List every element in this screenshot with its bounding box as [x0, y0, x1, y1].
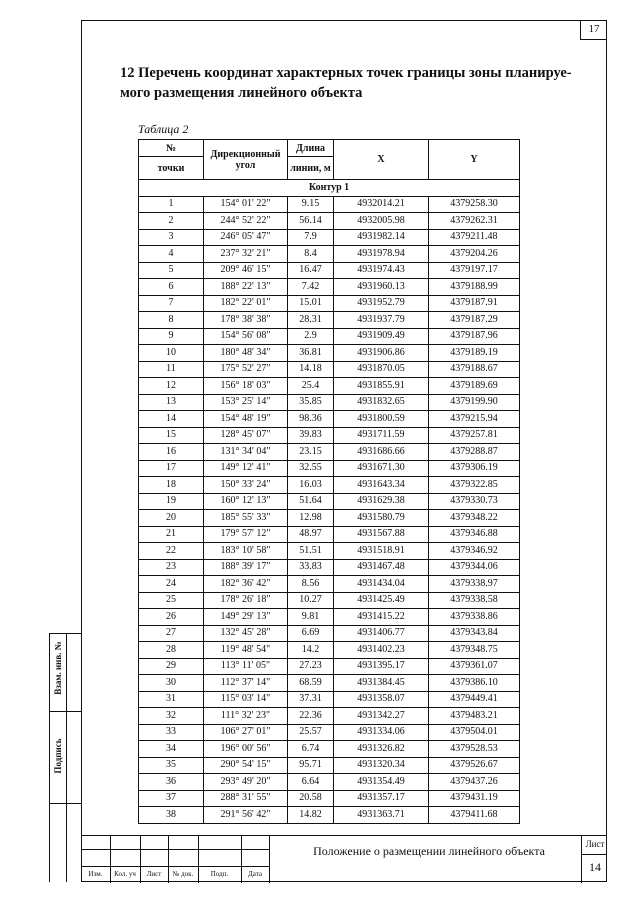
cell-length: 2.9 [288, 328, 334, 345]
cell-angle: 188° 39' 17" [204, 559, 288, 576]
table-row [139, 625, 520, 642]
cell-y: 4379258.30 [429, 196, 520, 213]
cell-point-no: 9 [139, 328, 204, 345]
cell-point-no: 2 [139, 213, 204, 230]
table-row [139, 592, 520, 609]
cell-angle: 154° 56' 08" [204, 328, 288, 345]
cell-angle: 175° 52' 27" [204, 361, 288, 378]
cell-x: 4931358.07 [334, 691, 429, 708]
cell-x: 4931567.88 [334, 526, 429, 543]
cell-length: 98.36 [288, 411, 334, 428]
sheet-label: Лист [585, 839, 605, 849]
table-row [139, 493, 520, 510]
cell-angle: 179° 57' 12" [204, 526, 288, 543]
cell-length: 32.55 [288, 460, 334, 477]
table-row [139, 460, 520, 477]
cell-y: 4379338.97 [429, 576, 520, 593]
tb-label-list: Лист [146, 870, 162, 878]
cell-length: 20.58 [288, 790, 334, 807]
cell-y: 4379306.19 [429, 460, 520, 477]
cell-x: 4931671.30 [334, 460, 429, 477]
cell-length: 27.23 [288, 658, 334, 675]
cell-x: 4931629.38 [334, 493, 429, 510]
tb-label-podp: Подп. [210, 870, 229, 878]
cell-x: 4931384.45 [334, 675, 429, 692]
cell-angle: 188° 22' 13" [204, 279, 288, 296]
cell-x: 4931686.66 [334, 444, 429, 461]
cell-length: 9.81 [288, 609, 334, 626]
coordinates-table [138, 139, 520, 824]
table-row [139, 543, 520, 560]
table-row [139, 345, 520, 362]
cell-point-no: 31 [139, 691, 204, 708]
cell-y: 4379361.07 [429, 658, 520, 675]
tb-label-date: Дата [248, 870, 262, 878]
cell-angle: 178° 26' 18" [204, 592, 288, 609]
cell-angle: 112° 37' 14" [204, 675, 288, 692]
cell-x: 4931643.34 [334, 477, 429, 494]
cell-length: 37.31 [288, 691, 334, 708]
cell-point-no: 19 [139, 493, 204, 510]
cell-point-no: 34 [139, 741, 204, 758]
cell-x: 4931800.59 [334, 411, 429, 428]
header-angle: Дирекционный угол [204, 140, 288, 180]
table-row [139, 510, 520, 527]
cell-angle: 153° 25' 14" [204, 394, 288, 411]
cell-length: 48.97 [288, 526, 334, 543]
cell-angle: 182° 22' 01" [204, 295, 288, 312]
cell-length: 12.98 [288, 510, 334, 527]
cell-point-no: 22 [139, 543, 204, 560]
cell-angle: 183° 10' 58" [204, 543, 288, 560]
cell-length: 6.74 [288, 741, 334, 758]
table-row [139, 213, 520, 230]
table-row [139, 807, 520, 824]
strip-line-1 [49, 711, 81, 712]
header-x: X [334, 140, 429, 180]
cell-point-no: 18 [139, 477, 204, 494]
cell-y: 4379187.96 [429, 328, 520, 345]
cell-point-no: 4 [139, 246, 204, 263]
cell-length: 14.82 [288, 807, 334, 824]
sheet-number: 14 [589, 860, 601, 874]
cell-point-no: 5 [139, 262, 204, 279]
cell-point-no: 7 [139, 295, 204, 312]
tb-label-doc: № док. [172, 870, 194, 878]
cell-length: 51.51 [288, 543, 334, 560]
table-caption: Таблица 2 [138, 122, 189, 136]
cell-point-no: 6 [139, 279, 204, 296]
cell-y: 4379188.67 [429, 361, 520, 378]
cell-x: 4931357.17 [334, 790, 429, 807]
cell-y: 4379189.69 [429, 378, 520, 395]
cell-y: 4379211.48 [429, 229, 520, 246]
cell-y: 4379197.17 [429, 262, 520, 279]
table-row [139, 642, 520, 659]
cell-x: 4932005.98 [334, 213, 429, 230]
cell-x: 4931909.49 [334, 328, 429, 345]
cell-y: 4379411.68 [429, 807, 520, 824]
cell-angle: 244° 52' 22" [204, 213, 288, 230]
cell-length: 56.14 [288, 213, 334, 230]
cell-angle: 160° 12' 13" [204, 493, 288, 510]
table-row [139, 279, 520, 296]
cell-x: 4931978.94 [334, 246, 429, 263]
cell-angle: 180° 48' 34" [204, 345, 288, 362]
cell-length: 36.81 [288, 345, 334, 362]
header-y: Y [429, 140, 520, 180]
cell-y: 4379346.92 [429, 543, 520, 560]
strip-line-top [49, 633, 81, 634]
cell-length: 68.59 [288, 675, 334, 692]
table-row [139, 312, 520, 329]
cell-x: 4932014.21 [334, 196, 429, 213]
cell-point-no: 30 [139, 675, 204, 692]
cell-length: 28.31 [288, 312, 334, 329]
cell-y: 4379199.90 [429, 394, 520, 411]
cell-angle: 149° 12' 41" [204, 460, 288, 477]
cell-y: 4379386.10 [429, 675, 520, 692]
cell-angle: 128° 45' 07" [204, 427, 288, 444]
cell-point-no: 12 [139, 378, 204, 395]
header-no: № [139, 140, 204, 157]
cell-x: 4931960.13 [334, 279, 429, 296]
table-row [139, 262, 520, 279]
cell-point-no: 15 [139, 427, 204, 444]
cell-point-no: 38 [139, 807, 204, 824]
table-row [139, 691, 520, 708]
cell-x: 4931334.06 [334, 724, 429, 741]
cell-y: 4379526.67 [429, 757, 520, 774]
table-row [139, 361, 520, 378]
cell-y: 4379348.75 [429, 642, 520, 659]
cell-x: 4931363.71 [334, 807, 429, 824]
cell-y: 4379215.94 [429, 411, 520, 428]
header-point: точки [139, 157, 204, 180]
cell-point-no: 20 [139, 510, 204, 527]
cell-angle: 150° 33' 24" [204, 477, 288, 494]
cell-length: 39.83 [288, 427, 334, 444]
cell-y: 4379483.21 [429, 708, 520, 725]
cell-point-no: 26 [139, 609, 204, 626]
table-row [139, 378, 520, 395]
cell-y: 4379262.31 [429, 213, 520, 230]
cell-angle: 237° 32' 21" [204, 246, 288, 263]
cell-length: 7.9 [288, 229, 334, 246]
cell-angle: 156° 18' 03" [204, 378, 288, 395]
cell-length: 16.47 [288, 262, 334, 279]
cell-point-no: 24 [139, 576, 204, 593]
cell-y: 4379330.73 [429, 493, 520, 510]
cell-angle: 154° 48' 19" [204, 411, 288, 428]
cell-angle: 182° 36' 42" [204, 576, 288, 593]
cell-x: 4931467.48 [334, 559, 429, 576]
cell-x: 4931832.65 [334, 394, 429, 411]
table-row [139, 576, 520, 593]
cell-angle: 132° 45' 28" [204, 625, 288, 642]
cell-length: 9.15 [288, 196, 334, 213]
cell-point-no: 3 [139, 229, 204, 246]
contour-label: Контур 1 [139, 180, 520, 197]
cell-length: 14.2 [288, 642, 334, 659]
cell-length: 8.4 [288, 246, 334, 263]
cell-angle: 290° 54' 15" [204, 757, 288, 774]
cell-point-no: 32 [139, 708, 204, 725]
cell-point-no: 27 [139, 625, 204, 642]
cell-y: 4379322.85 [429, 477, 520, 494]
cell-length: 95.71 [288, 757, 334, 774]
table-row [139, 328, 520, 345]
cell-length: 10.27 [288, 592, 334, 609]
strip-border-mid [66, 633, 67, 882]
cell-y: 4379528.53 [429, 741, 520, 758]
cell-point-no: 29 [139, 658, 204, 675]
cell-x: 4931974.43 [334, 262, 429, 279]
cell-x: 4931434.04 [334, 576, 429, 593]
cell-length: 22.36 [288, 708, 334, 725]
cell-x: 4931425.49 [334, 592, 429, 609]
cell-angle: 209° 46' 15" [204, 262, 288, 279]
cell-x: 4931406.77 [334, 625, 429, 642]
table-row [139, 196, 520, 213]
cell-x: 4931711.59 [334, 427, 429, 444]
cell-x: 4931354.49 [334, 774, 429, 791]
cell-y: 4379431.19 [429, 790, 520, 807]
cell-y: 4379288.87 [429, 444, 520, 461]
tb-label-izm: Изм. [88, 870, 103, 878]
table-row [139, 757, 520, 774]
cell-length: 33.83 [288, 559, 334, 576]
cell-point-no: 25 [139, 592, 204, 609]
cell-length: 23.15 [288, 444, 334, 461]
cell-angle: 131° 34' 04" [204, 444, 288, 461]
cell-point-no: 10 [139, 345, 204, 362]
cell-length: 6.69 [288, 625, 334, 642]
cell-angle: 115° 03' 14" [204, 691, 288, 708]
cell-angle: 119° 48' 54" [204, 642, 288, 659]
cell-x: 4931952.79 [334, 295, 429, 312]
table-row [139, 477, 520, 494]
cell-y: 4379344.06 [429, 559, 520, 576]
table-row [139, 609, 520, 626]
cell-point-no: 23 [139, 559, 204, 576]
cell-point-no: 17 [139, 460, 204, 477]
cell-angle: 246° 05' 47" [204, 229, 288, 246]
section-heading: 12 Перечень координат характерных точек границы зоны планируе-мого размещения линейного объекта [120, 65, 572, 101]
strip-border-left [49, 633, 50, 882]
side-stamp-strip [49, 633, 81, 882]
strip-line-2 [49, 803, 81, 804]
table-row [139, 526, 520, 543]
tb-label-kol: Кол. уч [114, 870, 136, 878]
table-row [139, 724, 520, 741]
cell-y: 4379504.01 [429, 724, 520, 741]
cell-x: 4931937.79 [334, 312, 429, 329]
cell-y: 4379338.58 [429, 592, 520, 609]
cell-x: 4931395.17 [334, 658, 429, 675]
cell-point-no: 33 [139, 724, 204, 741]
cell-length: 6.64 [288, 774, 334, 791]
cell-y: 4379204.26 [429, 246, 520, 263]
cell-x: 4931342.27 [334, 708, 429, 725]
cell-x: 4931855.91 [334, 378, 429, 395]
table-row [139, 295, 520, 312]
cell-y: 4379449.41 [429, 691, 520, 708]
cell-angle: 196° 00' 56" [204, 741, 288, 758]
table-row [139, 741, 520, 758]
cell-length: 8.56 [288, 576, 334, 593]
cell-y: 4379189.19 [429, 345, 520, 362]
cell-length: 7.42 [288, 279, 334, 296]
cell-angle: 288° 31' 55" [204, 790, 288, 807]
cell-y: 4379348.22 [429, 510, 520, 527]
cell-point-no: 28 [139, 642, 204, 659]
cell-angle: 291° 56' 42" [204, 807, 288, 824]
cell-y: 4379187.29 [429, 312, 520, 329]
cell-x: 4931326.82 [334, 741, 429, 758]
cell-x: 4931415.22 [334, 609, 429, 626]
page-number-top: 17 [580, 20, 607, 40]
table-row [139, 411, 520, 428]
cell-y: 4379437.26 [429, 774, 520, 791]
cell-length: 25.4 [288, 378, 334, 395]
table-row [139, 708, 520, 725]
cell-point-no: 21 [139, 526, 204, 543]
header-length-2: линии, м [288, 157, 334, 180]
cell-point-no: 16 [139, 444, 204, 461]
cell-angle: 154° 01' 22" [204, 196, 288, 213]
cell-x: 4931906.86 [334, 345, 429, 362]
cell-length: 16.03 [288, 477, 334, 494]
cell-point-no: 36 [139, 774, 204, 791]
cell-point-no: 37 [139, 790, 204, 807]
cell-point-no: 1 [139, 196, 204, 213]
cell-angle: 106° 27' 01" [204, 724, 288, 741]
cell-point-no: 14 [139, 411, 204, 428]
cell-x: 4931518.91 [334, 543, 429, 560]
cell-point-no: 8 [139, 312, 204, 329]
cell-length: 35.85 [288, 394, 334, 411]
cell-angle: 149° 29' 13" [204, 609, 288, 626]
table-row [139, 675, 520, 692]
cell-length: 25.57 [288, 724, 334, 741]
cell-length: 15.01 [288, 295, 334, 312]
cell-y: 4379187.91 [429, 295, 520, 312]
cell-y: 4379343.84 [429, 625, 520, 642]
cell-length: 51.64 [288, 493, 334, 510]
cell-angle: 113° 11' 05" [204, 658, 288, 675]
cell-x: 4931870.05 [334, 361, 429, 378]
table-row [139, 559, 520, 576]
cell-y: 4379346.88 [429, 526, 520, 543]
table-row [139, 394, 520, 411]
header-length-1: Длина [288, 140, 334, 157]
cell-x: 4931402.23 [334, 642, 429, 659]
cell-point-no: 35 [139, 757, 204, 774]
cell-x: 4931982.14 [334, 229, 429, 246]
table-row [139, 444, 520, 461]
cell-x: 4931320.34 [334, 757, 429, 774]
document-title: Положение о размещении линейного объекта [313, 844, 545, 858]
cell-point-no: 13 [139, 394, 204, 411]
cell-angle: 293° 49' 20" [204, 774, 288, 791]
cell-x: 4931580.79 [334, 510, 429, 527]
table-row [139, 246, 520, 263]
cell-y: 4379338.86 [429, 609, 520, 626]
cell-point-no: 11 [139, 361, 204, 378]
cell-angle: 111° 32' 23" [204, 708, 288, 725]
title-block [81, 835, 607, 882]
table-row [139, 229, 520, 246]
cell-angle: 185° 55' 33" [204, 510, 288, 527]
cell-angle: 178° 38' 38" [204, 312, 288, 329]
cell-length: 14.18 [288, 361, 334, 378]
cell-y: 4379188.99 [429, 279, 520, 296]
cell-y: 4379257.81 [429, 427, 520, 444]
label-inv-no: Взам. инв. № [53, 641, 63, 695]
table-row [139, 427, 520, 444]
table-row [139, 790, 520, 807]
table-row [139, 658, 520, 675]
table-row [139, 774, 520, 791]
label-signature: Подпись [53, 738, 63, 774]
